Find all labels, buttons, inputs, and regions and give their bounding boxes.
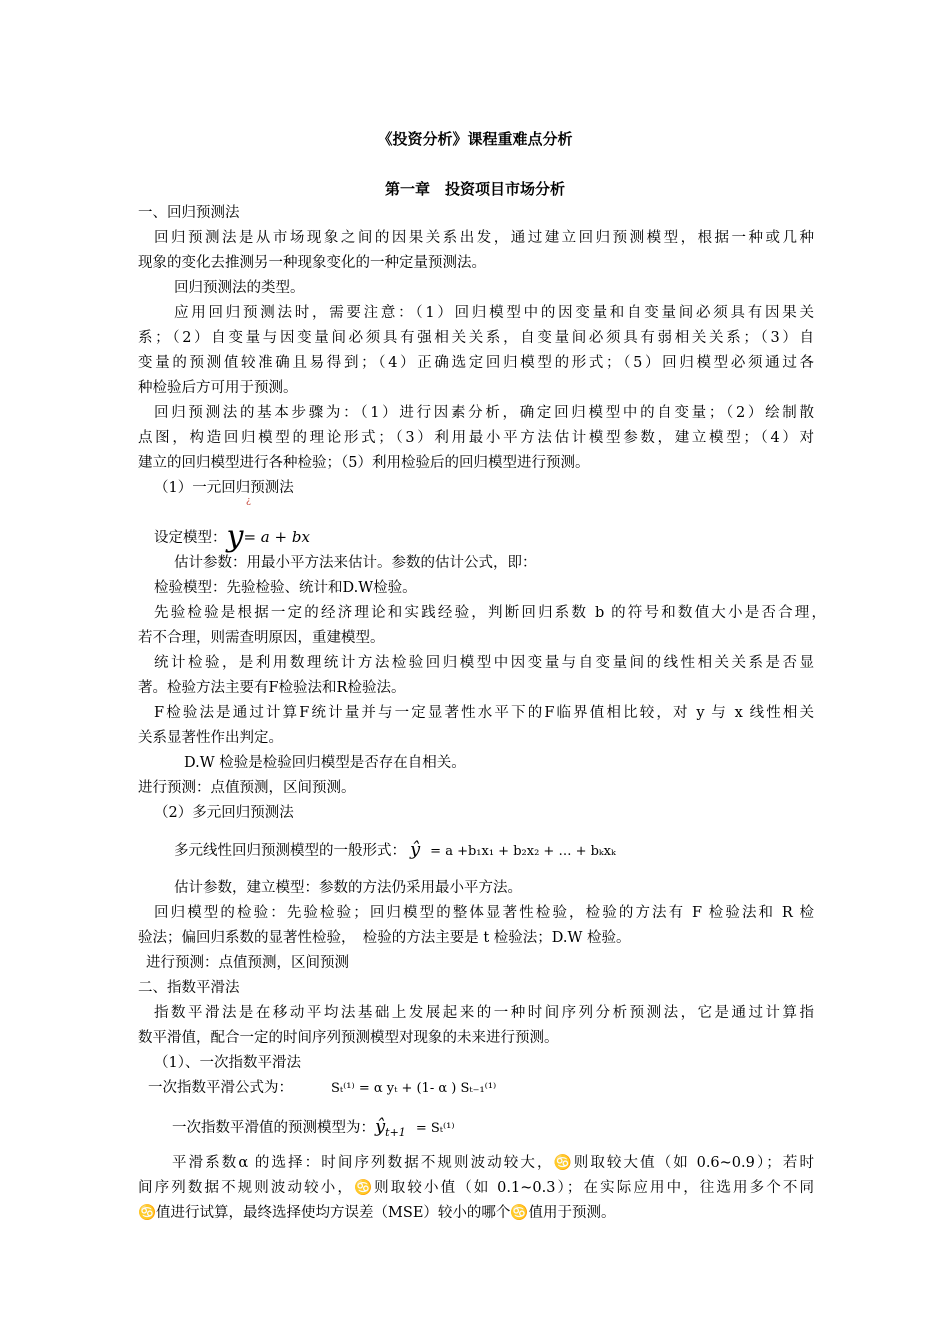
paragraph-line: 现象的变化去推测另一种现象变化的一种定量预测法。 [138,255,486,271]
smoothing-label: 一次指数平滑公式为： [148,1080,293,1096]
paragraph-line: 先验检验是根据一定的经济理论和实践经验，判断回归系数 b 的符号和数值大小是否合理， [154,605,826,621]
smoothing-formula [148,1078,496,1099]
paragraph-line: 变量的预测值较准确且易得到；（4）正确选定回归模型的形式；（5）回归模型必须通过各 [138,355,814,371]
paragraph-line: 数平滑值，配合一定的时间序列预测模型对现象的未来进行预测。 [138,1030,559,1046]
paragraph-line: ♋值进行试算，最终选择使均方误差（MSE）较小的哪个♋值用于预测。 [138,1205,616,1221]
prediction-y: ŷ [375,1116,386,1137]
paragraph-line: 种检验后方可用于预测。 [138,380,298,396]
subsection-heading: （1）一元回归预测法 [154,480,294,496]
paragraph-line: 若不合理，则需查明原因，重建模型。 [138,630,385,646]
prediction-rest: = Sₜ⁽¹⁾ [415,1121,455,1136]
multi-formula-text: = a +b₁x₁ + b₂x₂ + … + bₖxₖ [430,844,616,859]
model-formula [154,519,310,554]
multi-y: ŷ [410,839,421,860]
multi-label: 多元线性回归预测模型的一般形式： [174,843,406,859]
paragraph-line: 平滑系数α 的选择：时间序列数据不规则波动较大，♋则取较大值（如 0.6~0.9）；若时 [172,1155,814,1171]
paragraph-line: 进行预测：点值预测，区间预测 [146,955,349,971]
section-heading: 二、指数平滑法 [138,980,240,996]
paragraph-line: 指数平滑法是在移动平均法基础上发展起来的一种时间序列分析预测法，它是通过计算指 [154,1005,814,1021]
model-y: y [226,519,244,554]
edit-mark: ¿ [246,496,251,506]
paragraph-line: 关系显著性作出判定。 [138,730,283,746]
paragraph-line: 估计参数：用最小平方法来估计。参数的估计公式，即： [174,555,537,571]
paragraph-line: 进行预测：点值预测，区间预测。 [138,780,356,796]
model-label: 设定模型： [154,530,227,546]
subsection-heading: （1）、一次指数平滑法 [154,1055,301,1071]
smoothing-formula-text: Sₜ⁽¹⁾ = α yₜ + (1- α ) Sₜ₋₁⁽¹⁾ [331,1081,497,1096]
paragraph-line: 检验模型：先验检验、统计和D.W检验。 [154,580,417,596]
section-heading: 一、回归预测法 [138,205,240,221]
paragraph-line: 著。检验方法主要有F检验法和R检验法。 [138,680,406,696]
paragraph-line: D.W 检验是检验回归模型是否存在自相关。 [184,755,466,771]
multi-model-formula [174,840,616,862]
paragraph-line: 估计参数，建立模型：参数的方法仍采用最小平方法。 [174,880,522,896]
paragraph-line: 系；（2）自变量与因变量间必须具有强相关关系，自变量间必须具有弱相关关系；（3）自 [138,330,814,346]
chapter-heading: 第一章 投资项目市场分析 [384,180,565,198]
paragraph-line: 回归预测法的类型。 [174,280,305,296]
paragraph-line: 回归预测法的基本步骤为：（1）进行因素分析，确定回归模型中的自变量；（2）绘制散 [154,405,814,421]
paragraph-line: 回归模型的检验：先验检验；回归模型的整体显著性检验，检验的方法有 F 检验法和 R 检 [154,905,814,921]
paragraph-line: F检验法是通过计算F统计量并与一定显著性水平下的F临界值相比较，对 y 与 x 线性相关 [154,705,814,721]
paragraph-line: 点图，构造回归模型的理论形式；（3）利用最小平方法估计模型参数，建立模型；（4）对 [138,430,814,446]
paragraph-line: 应用回归预测法时，需要注意：（1）回归模型中的因变量和自变量间必须具有因果关 [174,305,814,321]
paragraph-line: 统计检验，是利用数理统计方法检验回归模型中因变量与自变量间的线性相关关系是否显 [154,655,814,671]
prediction-formula [172,1117,455,1143]
paragraph-line: 验法；偏回归系数的显著性检验， 检验的方法主要是 t 检验法；D.W 检验。 [138,930,631,946]
prediction-subscript: t+1 [385,1126,406,1139]
prediction-label: 一次指数平滑值的预测模型为： [172,1120,375,1136]
paragraph-line: 建立的回归模型进行各种检验；（5）利用检验后的回归模型进行预测。 [138,455,590,471]
paragraph-line: 间序列数据不规则波动较小，♋则取较小值（如 0.1~0.3）；在实际应用中，往选用多个不同 [138,1180,814,1196]
subsection-heading: （2）多元回归预测法 [154,805,294,821]
paragraph-line: 回归预测法是从市场现象之间的因果关系出发，通过建立回归预测模型，根据一种或几种 [154,230,814,246]
model-rest: = a + bx [243,528,310,546]
document-title: 《投资分析》课程重难点分析 [377,130,573,148]
